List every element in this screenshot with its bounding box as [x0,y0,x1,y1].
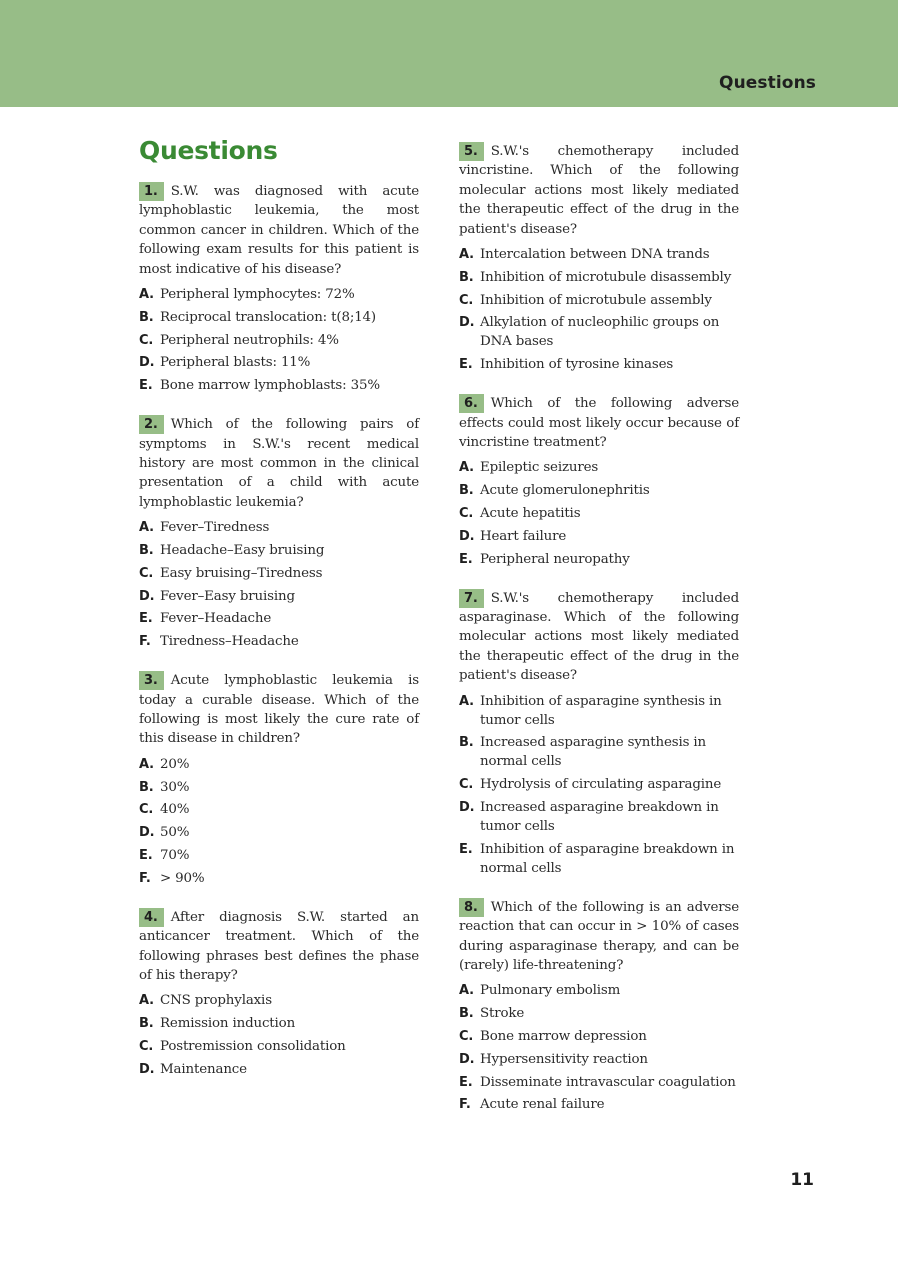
option-text: 70% [160,848,190,864]
option-letter: C. [139,565,154,581]
option-text: Stroke [480,1006,525,1022]
option-letter: F. [139,870,151,886]
option-text: 40% [160,802,190,818]
answer-option [139,755,419,774]
option-letter: C. [459,292,474,308]
option-letter: E. [459,551,473,567]
option-letter: B. [139,1016,154,1032]
question-stem [459,142,739,239]
question-stem-text: After diagnosis S.W. started an anticancer treatment. Which of the following phrases best defines the phase of his therapy? [139,909,419,984]
option-text: Increased asparagine synthesis in normal cells [480,735,707,770]
option-letter: C. [139,332,154,348]
answer-option [459,1004,739,1023]
option-letter: C. [459,506,474,522]
option-letter: A. [139,287,154,303]
option-text: Reciprocal translocation: t(8;14) [160,309,377,325]
option-text: Hypersensitivity reaction [480,1051,648,1067]
option-letter: B. [459,269,474,285]
option-letter: D. [139,588,155,604]
answer-option [139,331,419,350]
answer-option [139,991,419,1010]
option-letter: F. [139,634,151,650]
answer-option [139,1060,419,1079]
option-text: Heart failure [480,528,567,544]
question-number-badge: 8. [459,898,484,917]
option-text: Tiredness–Headache [160,634,299,650]
answer-option [139,308,419,327]
option-text: CNS prophylaxis [160,993,272,1009]
header-band [0,0,898,107]
option-text: Peripheral neutrophils: 4% [160,332,339,348]
answer-option [459,458,739,477]
question-block [139,671,419,888]
option-letter: A. [139,756,154,772]
answer-option [459,840,739,878]
option-letter: B. [139,543,154,559]
option-text: Acute glomerulonephritis [480,483,650,499]
answer-options [459,981,739,1114]
option-letter: B. [139,309,154,325]
question-stem [459,589,739,686]
left-column [139,136,419,1099]
option-text: Fever–Headache [160,611,272,627]
running-header-title: Questions [719,73,816,93]
option-letter: D. [139,825,155,841]
question-number-badge: 1. [139,182,164,201]
option-text: Inhibition of asparagine breakdown in normal cells [480,841,735,876]
answer-option [459,1027,739,1046]
option-text: Fever–Easy bruising [160,588,295,604]
answer-option [459,268,739,287]
option-letter: A. [459,983,474,999]
answer-option [139,800,419,819]
option-letter: F. [459,1097,471,1113]
option-letter: B. [459,735,474,751]
option-letter: E. [139,378,153,394]
question-stem [139,415,419,512]
question-number-badge: 7. [459,589,484,608]
answer-option [459,1073,739,1092]
option-letter: C. [459,777,474,793]
option-text: Disseminate intravascular coagulation [480,1074,736,1090]
option-text: Easy bruising–Tiredness [160,565,323,581]
option-letter: A. [459,460,474,476]
question-stem-text: Which of the following is an adverse reaction that can occur in > 10% of cases during asparaginase therapy, and can be (rarely) life-threatening? [459,899,739,974]
answer-option [459,692,739,730]
answer-option [139,1037,419,1056]
option-text: Remission induction [160,1016,296,1032]
question-stem-text: Acute lymphoblastic leukemia is today a curable disease. Which of the following is most likely the cure rate of this disease in children? [139,673,419,747]
option-text: Peripheral blasts: 11% [160,355,311,371]
option-letter: B. [459,483,474,499]
question-number-badge: 4. [139,908,164,927]
option-text: Bone marrow lymphoblasts: 35% [160,378,380,394]
answer-option [139,609,419,628]
answer-option [139,285,419,304]
answer-option [139,376,419,395]
answer-option [459,1095,739,1114]
answer-option [139,353,419,372]
answer-option [459,733,739,771]
option-text: 50% [160,825,190,841]
answer-option [459,291,739,310]
question-number-badge: 3. [139,671,164,690]
answer-option [459,481,739,500]
answer-option [459,355,739,374]
right-question-list [459,142,739,1114]
answer-options [139,755,419,888]
question-stem [139,182,419,279]
answer-option [139,846,419,865]
option-text: Inhibition of microtubule disassembly [480,269,732,285]
option-letter: C. [139,802,154,818]
option-letter: E. [459,841,473,857]
answer-option [459,1050,739,1069]
answer-option [459,245,739,264]
question-block [459,394,739,568]
option-text: Increased asparagine breakdown in tumor cells [480,800,719,835]
option-text: Acute hepatitis [480,506,581,522]
option-letter: D. [139,1061,155,1077]
answer-options [139,518,419,651]
question-block [459,142,739,374]
option-letter: A. [459,693,474,709]
option-letter: E. [139,848,153,864]
option-letter: C. [459,1029,474,1045]
option-letter: A. [139,520,154,536]
answer-option [139,541,419,560]
option-letter: B. [139,779,154,795]
question-stem-text: S.W.'s chemotherapy included vincristine. Which of the following molecular actions most likely mediated the therapeutic effect of the drug in the patient's disease? [459,144,739,237]
question-stem [459,898,739,976]
option-letter: A. [459,247,474,263]
question-stem-text: S.W.'s chemotherapy included asparaginase. Which of the following molecular actions most likely mediated the therapeutic effect of the drug in the patient's disease? [459,590,739,684]
option-text: Inhibition of microtubule assembly [480,292,712,308]
answer-option [459,550,739,569]
question-block [139,182,419,395]
question-stem [459,394,739,452]
option-text: Hydrolysis of circulating asparagine [480,777,722,793]
question-number-badge: 2. [139,415,164,434]
option-text: Epileptic seizures [480,460,599,476]
option-text: Alkylation of nucleophilic groups on DNA bases [480,315,720,350]
answer-option [459,775,739,794]
option-letter: A. [139,993,154,1009]
option-text: Acute renal failure [480,1097,605,1113]
option-letter: E. [459,1074,473,1090]
option-letter: D. [459,315,475,331]
option-letter: C. [139,1039,154,1055]
option-letter: D. [459,528,475,544]
answer-option [139,869,419,888]
question-stem-text: S.W. was diagnosed with acute lymphoblastic leukemia, the most common cancer in children. Which of the following exam results for this patient is most indicative of his disease? [139,184,419,277]
option-text: > 90% [160,870,205,886]
answer-options [459,458,739,568]
option-text: Postremission consolidation [160,1039,346,1055]
option-text: Fever–Tiredness [160,520,270,536]
answer-option [139,1014,419,1033]
option-text: Pulmonary embolism [480,983,621,999]
option-text: Maintenance [160,1061,247,1077]
option-text: Intercalation between DNA trands [480,247,710,263]
question-block [459,589,739,878]
option-letter: D. [459,800,475,816]
page-number: 11 [790,1170,814,1190]
answer-option [139,518,419,537]
option-text: 30% [160,779,190,795]
question-number-badge: 5. [459,142,484,161]
question-stem-text: Which of the following adverse effects could most likely occur because of vincristine treatment? [459,396,739,451]
answer-option [459,313,739,351]
answer-option [139,587,419,606]
answer-option [139,778,419,797]
question-stem [139,908,419,986]
question-block [459,898,739,1115]
question-stem-text: Which of the following pairs of symptoms in S.W.'s recent medical history are most common in the clinical presentation of a child with acute lymphoblastic leukemia? [139,417,419,510]
section-title: Questions [139,136,278,165]
answer-options [139,991,419,1078]
answer-option [139,823,419,842]
option-text: Peripheral lymphocytes: 72% [160,287,355,303]
option-letter: B. [459,1006,474,1022]
option-text: Bone marrow depression [480,1029,647,1045]
answer-options [139,285,419,395]
answer-option [459,527,739,546]
right-column [459,142,739,1134]
question-stem [139,671,419,749]
answer-option [139,564,419,583]
option-text: Inhibition of tyrosine kinases [480,357,674,373]
option-letter: E. [459,357,473,373]
option-letter: D. [459,1051,475,1067]
option-text: Headache–Easy bruising [160,543,325,559]
answer-option [459,981,739,1000]
answer-options [459,245,739,374]
answer-option [459,504,739,523]
question-block [139,908,419,1079]
answer-option [139,632,419,651]
option-text: Peripheral neuropathy [480,551,630,567]
question-number-badge: 6. [459,394,484,413]
option-text: Inhibition of asparagine synthesis in tumor cells [480,693,722,728]
option-letter: E. [139,611,153,627]
question-block [139,415,419,651]
left-question-list [139,182,419,1079]
option-text: 20% [160,756,190,772]
option-letter: D. [139,355,155,371]
answer-options [459,692,739,878]
answer-option [459,798,739,836]
